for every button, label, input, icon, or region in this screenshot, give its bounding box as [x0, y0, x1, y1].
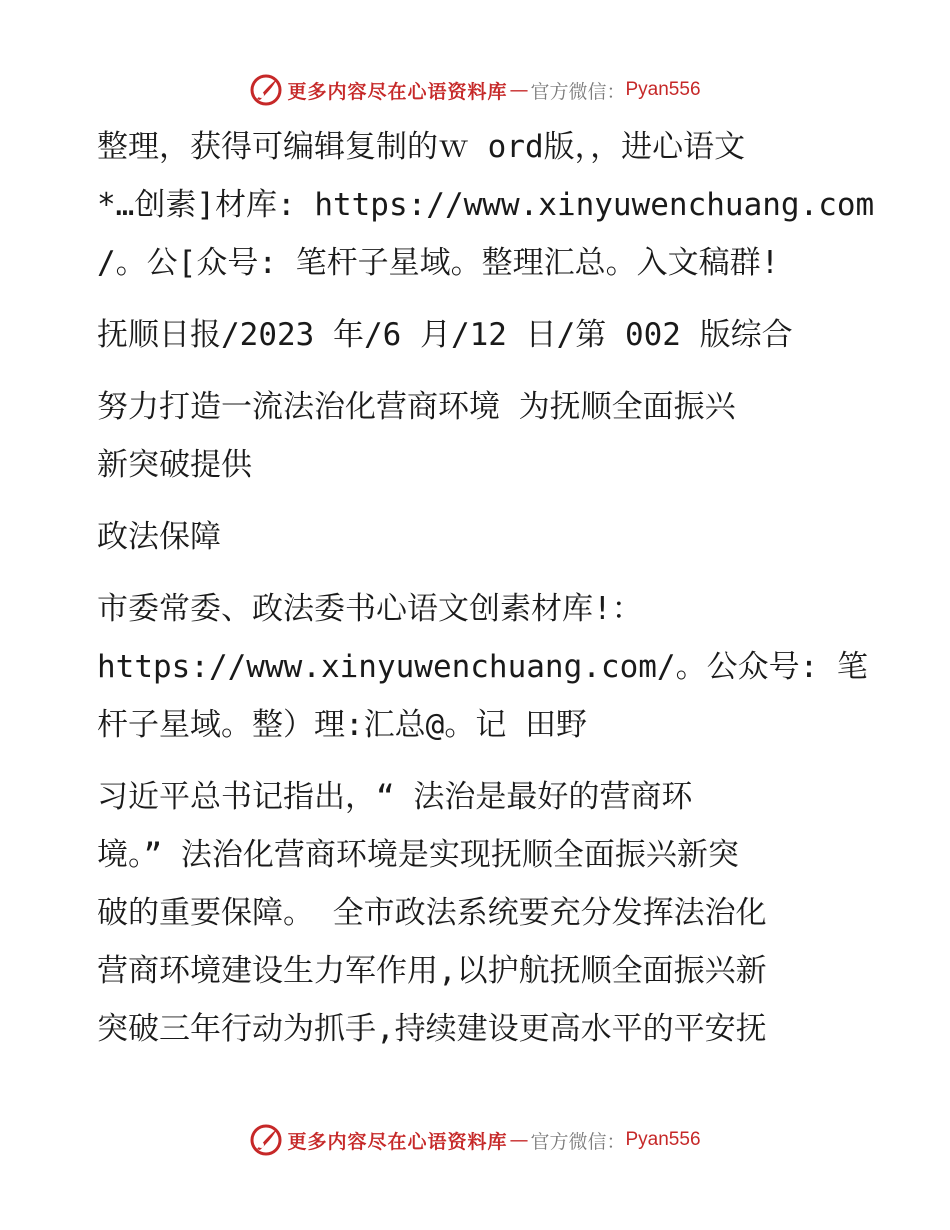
- banner-sub-text: 官方微信：: [530, 1130, 626, 1153]
- text-line: 杆子星域。整）理:汇总@。记 田野: [97, 707, 587, 743]
- banner-sub-text: 官方微信：: [530, 80, 626, 103]
- banner-wechat-id: Pyan556: [625, 1129, 701, 1150]
- text-line: 抚顺日报/2023 年/6 月/12 日/第 002 版综合: [97, 317, 793, 353]
- text-line: *…创素]材库: https://www.xinyuwenchuang.com: [97, 187, 875, 223]
- text-line: 新突破提供: [97, 447, 252, 483]
- paragraph-intro-notice: [97, 118, 875, 292]
- text-line: 境。” 法治化营商环境是实现抚顺全面振兴新突: [97, 837, 739, 873]
- text-line: 政法保障: [97, 519, 221, 555]
- banner-main-text: 更多内容尽在心语资料库: [287, 80, 508, 103]
- quill-logo-icon: [249, 1123, 283, 1157]
- banner-main-text: 更多内容尽在心语资料库: [287, 1130, 508, 1153]
- paragraph-body: [97, 768, 857, 1058]
- text-line: 习近平总书记指出，“ 法治是最好的营商环: [97, 779, 693, 815]
- paragraph-headline-continued: [97, 508, 857, 566]
- paragraph-byline: [97, 580, 868, 754]
- text-line: 营商环境建设生力军作用,以护航抚顺全面振兴新: [97, 953, 767, 989]
- text-line: 市委常委、政法委书心语文创素材库!：: [97, 591, 643, 627]
- text-line: 整理，获得可编辑复制的ｗ ord版，，进心语文: [97, 129, 746, 165]
- text-line: /。公[众号: 笔杆子星域。整理汇总。入文稿群!: [97, 245, 780, 281]
- article-body: [97, 118, 875, 1058]
- header-banner: [0, 70, 950, 110]
- paragraph-headline: [97, 378, 857, 494]
- text-line: 努力打造一流法治化营商环境 为抚顺全面振兴: [97, 389, 736, 425]
- quill-logo-icon: [249, 73, 283, 107]
- text-line: https://www.xinyuwenchuang.com/。公众号: 笔: [97, 649, 868, 685]
- banner-wechat-id: Pyan556: [625, 79, 701, 100]
- text-line: 突破三年行动为抓手,持续建设更高水平的平安抚: [97, 1011, 767, 1047]
- paragraph-source: [97, 306, 857, 364]
- banner-dash: —: [509, 79, 529, 101]
- text-line: 破的重要保障。 全市政法系统要充分发挥法治化: [97, 895, 767, 931]
- footer-banner: [0, 1120, 950, 1160]
- banner-dash: —: [509, 1129, 529, 1151]
